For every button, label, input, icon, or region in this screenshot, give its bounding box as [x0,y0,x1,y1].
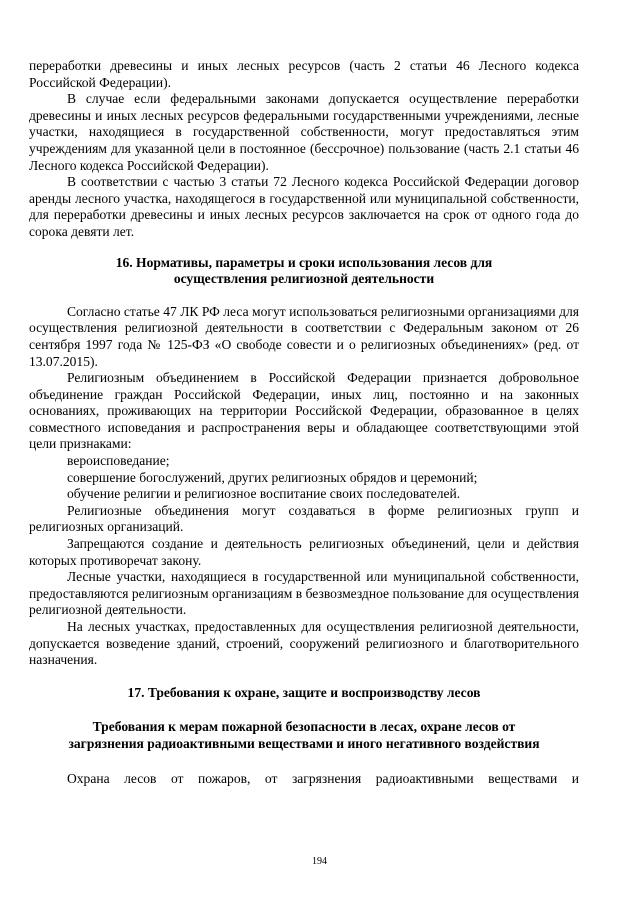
paragraph-forms: Религиозные объединения могут создаваться в форме религиозных групп и религиозных организаций. [29,502,579,535]
page-content [29,58,579,787]
paragraph-religious-association: Религиозным объединением в Российской Федерации признается добровольное объединение граждан Российской Федерации, иных лиц, постоянно и на законных основаниях, проживающих на территории Российской Федерации, образованное в целях совместного исповедания и распространения веры и обладающее соответствующими этой цели признаками: [29,370,579,452]
section-17-subtitle-line1: Требования к мерам пожарной безопасности в лесах, охране лесов от [92,719,516,735]
paragraph-free-use: Лесные участки, находящиеся в государственной или муниципальной собственности, предоставляются религиозным организациям в безвозмездное пользование для осуществления религиозной деятельности. [29,569,579,618]
paragraph-lease-term: В соответствии с частью 3 статьи 72 Лесного кодекса Российской Федерации договор аренды лесного участка, находящегося в государственной или муниципальной собственности, для переработки древесины и иных лесных ресурсов заключается на срок от одного года до сорока девяти лет. [29,174,579,239]
section-17-heading: 17. Требования к охране, защите и воспроизводству лесов [127,684,481,700]
paragraph-prohibition: Запрещаются создание и деятельность религиозных объединений, цели и действия которых противоречат закону. [29,536,579,568]
section-16-title-line2: осуществления религиозной деятельности [173,271,435,287]
paragraph-federal-institutions: В случае если федеральными законами допускается осуществление переработки древесины и иных лесных ресурсов федеральными государственными учреждениями, лесные участки, находящиеся в государственной собственности, могут предоставляться этим учреждениям для указанной цели в постоянное (бессрочное) пользование (часть 2.1 статьи 46 Лесного кодекса Российской Федерации). [29,91,579,173]
paragraph-fire-protection: Охрана лесов от пожаров, от загрязнения радиоактивными веществами и [67,770,579,786]
list-item-teaching: обучение религии и религиозное воспитание своих последователей. [67,486,461,502]
list-item-confession: вероисповедание; [67,453,170,469]
paragraph-continued: переработки древесины и иных лесных ресурсов (часть 2 статьи 46 Лесного кодекса Российской Федерации). [29,58,579,90]
list-item-worship: совершение богослужений, других религиозных обрядов и церемоний; [67,469,478,485]
paragraph-construction: На лесных участках, предоставленных для осуществления религиозной деятельности, допускается возведение зданий, строений, сооружений религиозного и благотворительного назначения. [29,619,579,668]
paragraph-article-47: Согласно статье 47 ЛК РФ леса могут использоваться религиозными организациями для осуществления религиозной деятельности в соответствии с Федеральным законом от 26 сентября 1997 года № 125-ФЗ «О свободе совести и о религиозных объединениях» (ред. от 13.07.2015). [29,303,579,369]
page-number: 194 [312,856,327,867]
section-17-subheading [29,719,579,752]
section-17-subtitle-line2: загрязнения радиоактивными веществами и иного негативного воздействия [68,735,540,751]
section-16-title-line1: 16. Нормативы, параметры и сроки использования лесов для [115,254,493,270]
section-16-heading [29,255,579,288]
